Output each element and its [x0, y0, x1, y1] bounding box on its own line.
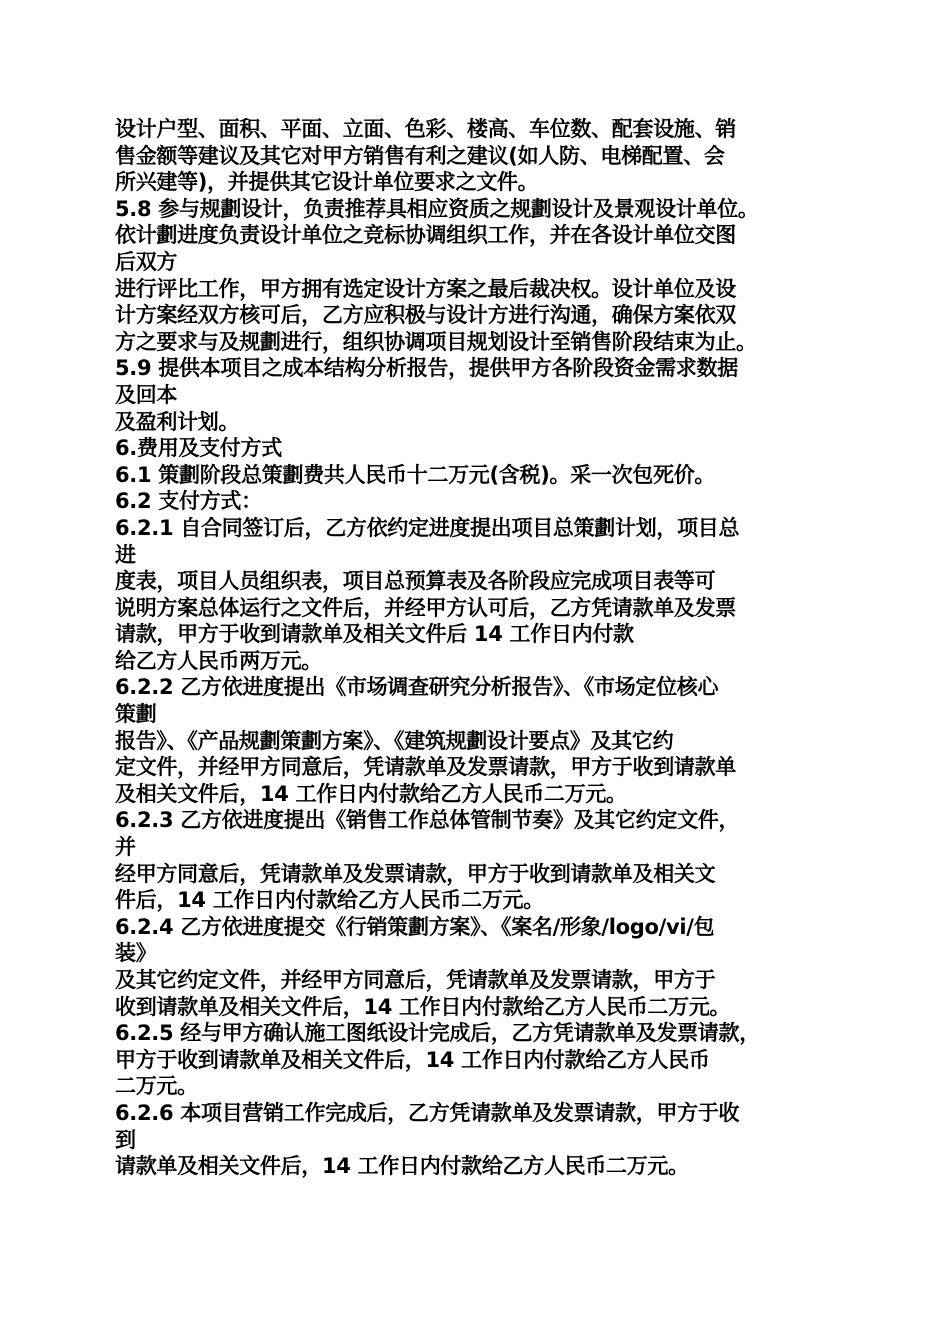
document-body — [115, 116, 845, 1180]
text-line: 6.2.3 乙方依进度提出《销售工作总体管制节奏》及其它约定文件， — [115, 808, 740, 833]
text-line: 及相关文件后，14 工作日内付款给乙方人民币二万元。 — [115, 781, 627, 806]
text-line: 请款单及相关文件后，14 工作日内付款给乙方人民币二万元。 — [115, 1154, 689, 1179]
text-line: 6.2 支付方式： — [115, 489, 262, 514]
text-line: 经甲方同意后，凭请款单及发票请款，甲方于收到请款单及相关文 — [115, 861, 716, 886]
text-line: 方之要求与及规劃进行，组织协调项目规划设计至销售阶段结束为止。 — [115, 329, 757, 354]
text-line: 甲方于收到请款单及相关文件后，14 工作日内付款给乙方人民币 — [115, 1047, 710, 1072]
text-line: 6.2.6 本项目营销工作完成后，乙方凭请款单及发票请款，甲方于收 — [115, 1100, 740, 1125]
text-line: 6.2.5 经与甲方确认施工图纸设计完成后，乙方凭请款单及发票请款， — [115, 1021, 760, 1046]
text-line: 6.2.4 乙方依进度提交《行销策劃方案》、《案名/形象/logo/vi/包 — [115, 914, 715, 939]
text-line: 定文件，并经甲方同意后，凭请款单及发票请款，甲方于收到请款单 — [115, 755, 736, 780]
text-line: 所兴建等)，并提供其它设计单位要求之文件。 — [115, 170, 539, 195]
text-line: 进行评比工作，甲方拥有选定设计方案之最后裁决权。设计单位及设 — [115, 276, 736, 301]
text-line: 计方案经双方核可后，乙方应积极与设计方进行沟通，确保方案依双 — [115, 303, 736, 328]
text-line: 5.8 参与规劃设计，负责推荐具相应资质之规劃设计及景观设计单位。 — [115, 196, 759, 221]
text-line: 进 — [115, 542, 136, 567]
text-line: 设计户型、面积、平面、立面、色彩、楼高、车位数、配套设施、销 — [115, 117, 736, 141]
text-line: 并 — [115, 835, 136, 860]
text-line: 5.9 提供本项目之成本结构分析报告，提供甲方各阶段资金需求数据 — [115, 356, 738, 381]
text-line: 说明方案总体运行之文件后，并经甲方认可后，乙方凭请款单及发票 — [115, 595, 736, 620]
text-line: 请款，甲方于收到请款单及相关文件后 14 工作日内付款 — [115, 622, 634, 647]
text-line: 6.费用及支付方式 — [115, 436, 282, 461]
text-line: 及回本 — [115, 382, 178, 407]
text-line: 后双方 — [115, 249, 178, 274]
text-line: 到 — [115, 1127, 136, 1152]
text-line: 装》 — [115, 941, 157, 966]
text-line: 给乙方人民币两万元。 — [115, 648, 322, 673]
text-line: 报告》、《产品规劃策劃方案》、《建筑规劃设计要点》及其它约 — [115, 728, 674, 753]
text-line: 件后，14 工作日内付款给乙方人民币二万元。 — [115, 888, 544, 913]
text-line: 6.2.2 乙方依进度提出《市场调查研究分析报告》、《市场定位核心 — [115, 675, 719, 700]
text-line: 及其它约定文件，并经甲方同意后，凭请款单及发票请款，甲方于 — [115, 968, 716, 992]
text-line: 收到请款单及相关文件后，14 工作日内付款给乙方人民币二万元。 — [115, 994, 731, 1019]
text-line: 二万元。 — [115, 1074, 198, 1099]
text-line: 售金额等建议及其它对甲方销售有利之建议(如人防、电梯配置、会 — [115, 143, 725, 168]
text-line: 6.2.1 自合同签订后，乙方依约定进度提出项目总策劃计划，项目总 — [115, 515, 740, 540]
text-line: 6.1 策劃阶段总策劃费共人民币十二万元(含税)。采一次包死价。 — [115, 462, 716, 487]
text-line: 及盈利计划。 — [115, 409, 240, 434]
text-line: 依计劃进度负责设计单位之竞标协调组织工作，并在各设计单位交图 — [115, 223, 736, 248]
text-line: 度表，项目人员组织表，项目总预算表及各阶段应完成项目表等可 — [115, 569, 716, 594]
text-line: 策劃 — [115, 702, 157, 727]
